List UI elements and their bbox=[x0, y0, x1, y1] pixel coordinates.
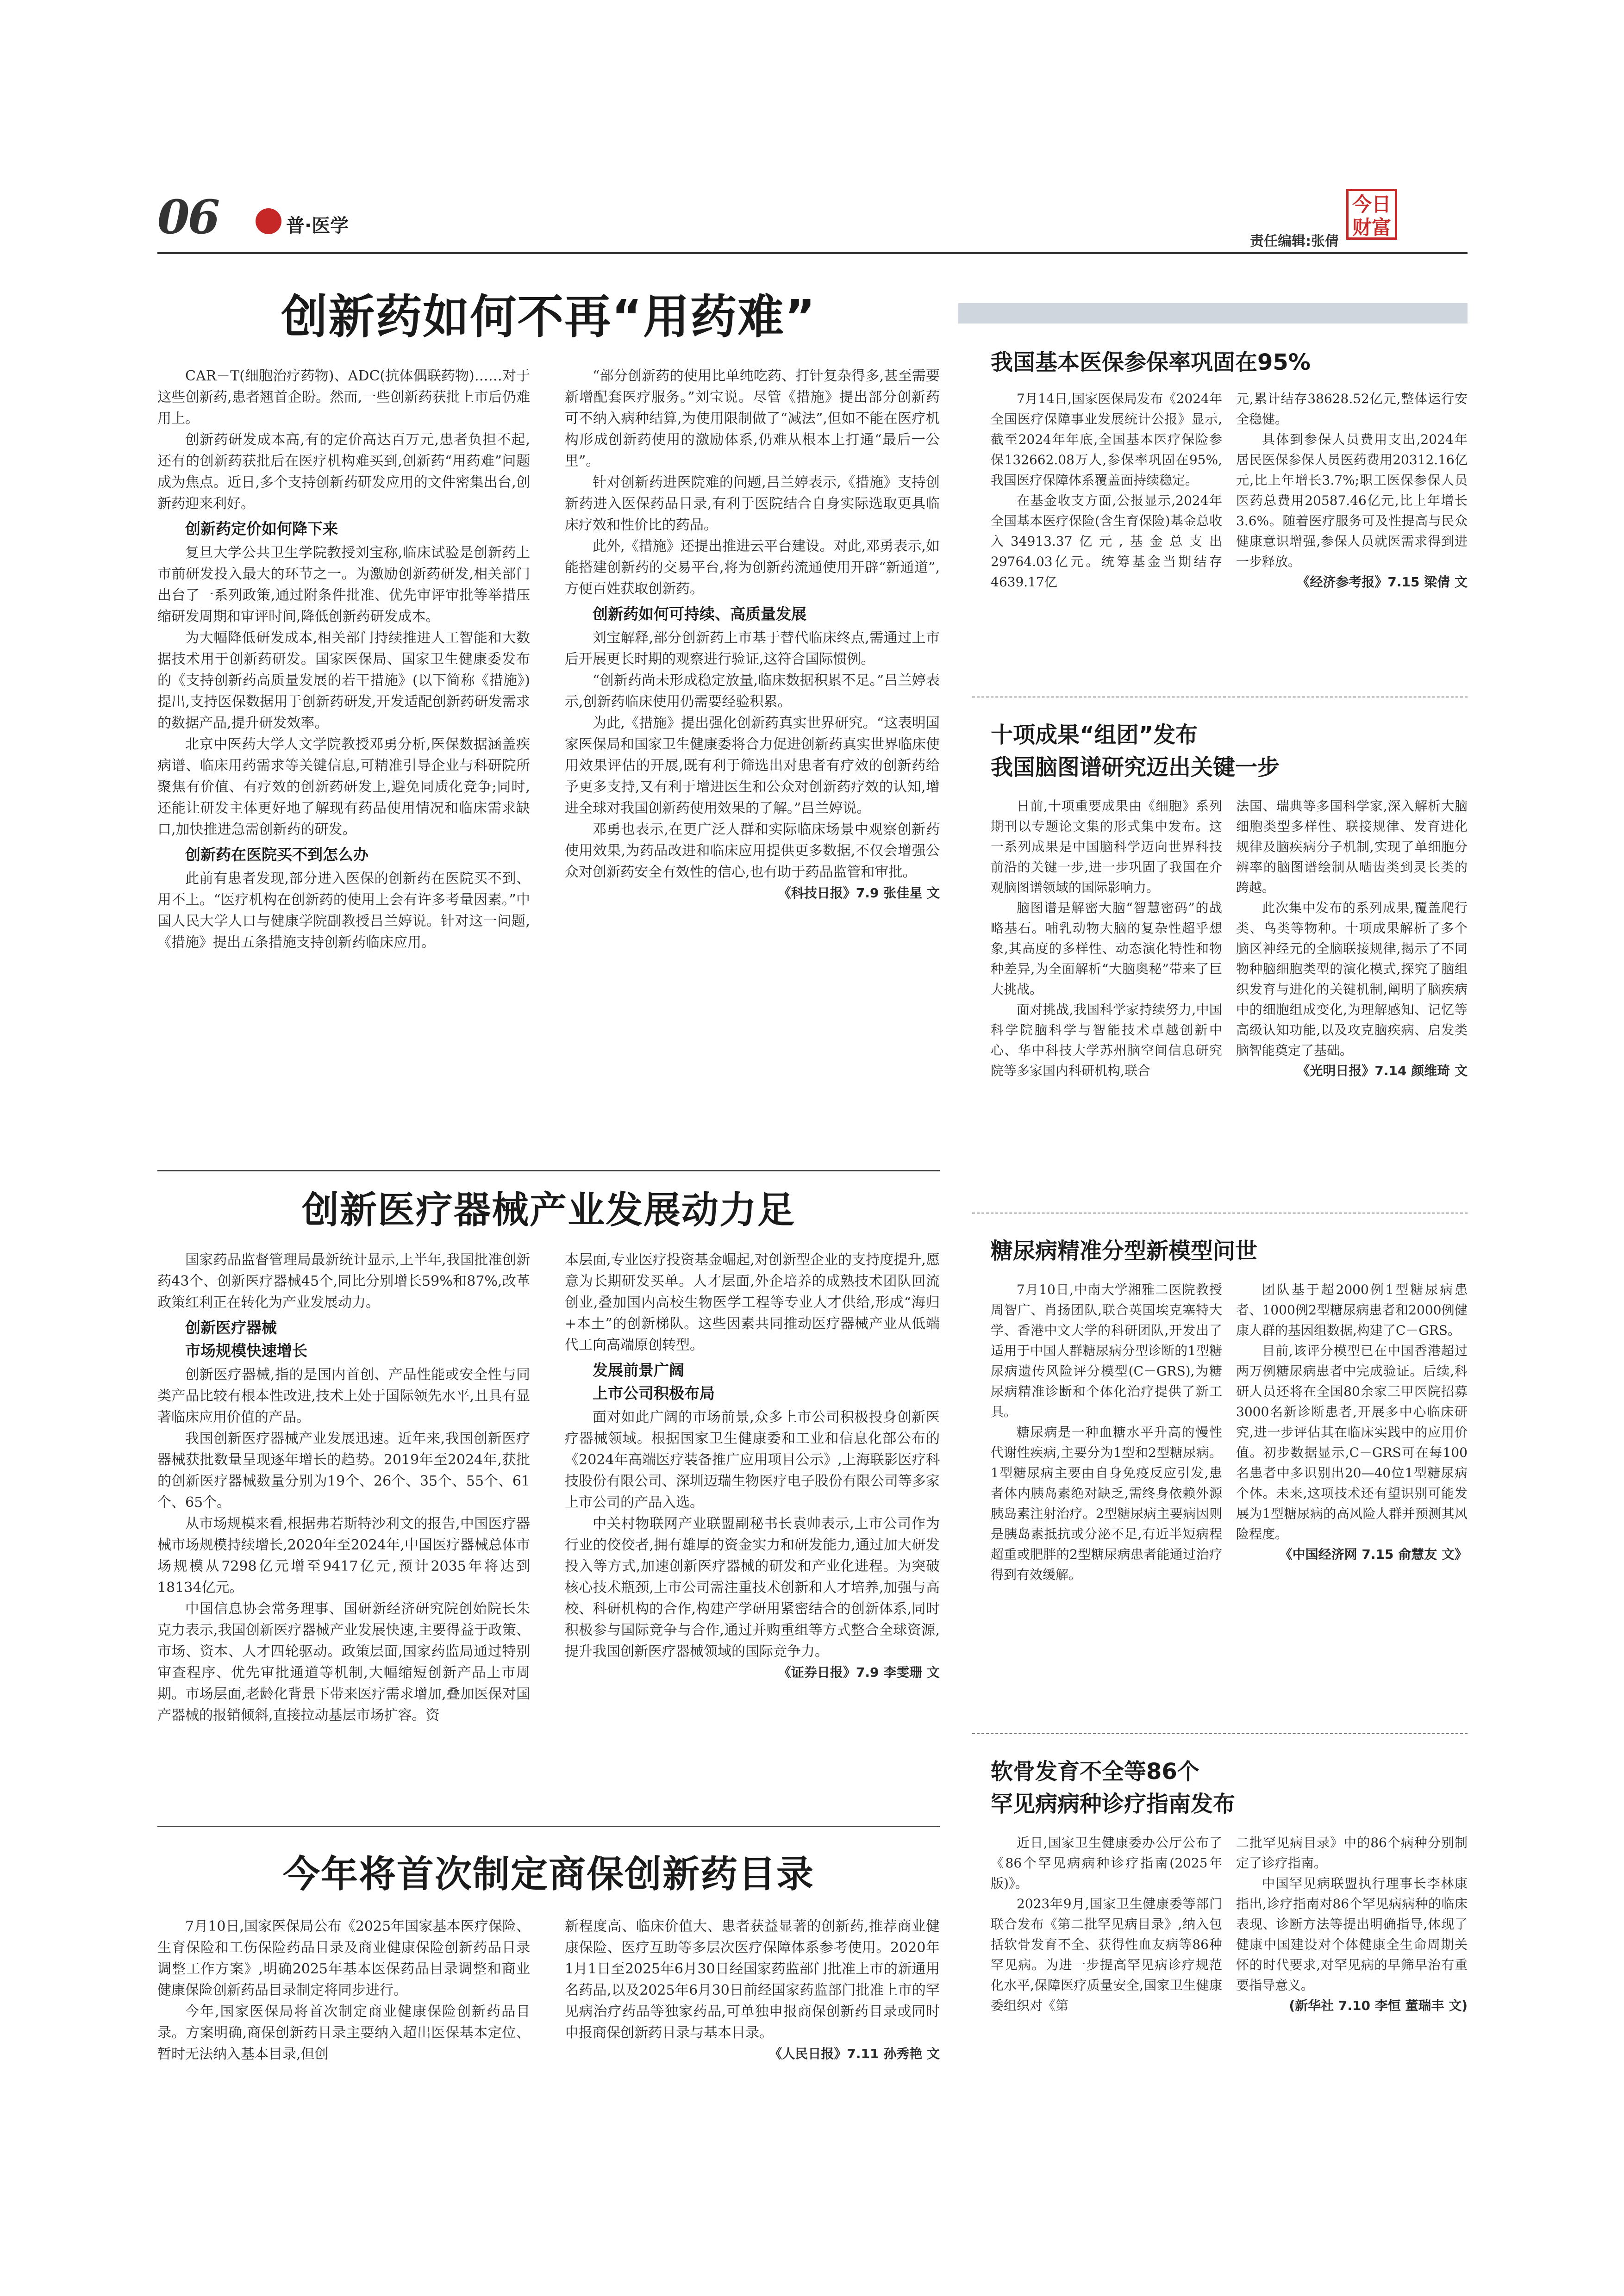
paragraph: 复旦大学公共卫生学院教授刘宝称,临床试验是创新药上市前研发投入最大的环节之一。为激励创新药研发,相关部门出台了一系列政策,通过附条件批准、优先审评审批等举措压缩研发周期和审评时间,降低创新药研发成本。 bbox=[157, 545, 530, 625]
paragraph: 创新医疗器械,指的是国内首创、产品性能或安全性与同类产品比较有根本性改进,技术上处于国际领先水平,且具有显著临床应用价值的产品。 bbox=[157, 1367, 530, 1425]
source-credit: 《中国经济网 7.15 俞慧友 文》 bbox=[1279, 1547, 1468, 1562]
paragraph: 此外,《措施》还提出推进云平台建设。对此,邓勇表示,如能搭建创新药的交易平台,将为创新药流通使用开辟“新通道”,方便百姓获取创新药。 bbox=[565, 538, 940, 597]
news-column bbox=[1236, 1280, 1468, 1565]
news-title: 十项成果“组团”发布 bbox=[991, 722, 1198, 748]
paragraph: 法国、瑞典等多国科学家,深入解析大脑细胞类型多样性、联接规律、发育进化规律及脑疾病分子机制,实现了单细胞分辨率的脑图谱绘制从啮齿类到灵长类的跨越。 bbox=[1236, 798, 1468, 895]
news-column bbox=[991, 389, 1222, 592]
news-title: 罕见病病种诊疗指南发布 bbox=[991, 1791, 1236, 1817]
subheading: 创新医疗器械 bbox=[185, 1319, 277, 1337]
paragraph: 7月10日,中南大学湘雅二医院教授周智广、肖扬团队,联合英国埃克塞特大学、香港中文大学的科研团队,开发出了适用于中国人群糖尿病分型诊断的1型糖尿病遗传风险评分模型(C－GRS),为糖尿病精准诊断和个体化治疗提供了新工具。 bbox=[991, 1282, 1222, 1419]
article-title: 创新药如何不再“用药难” bbox=[281, 290, 816, 344]
news-divider bbox=[972, 1733, 1468, 1734]
paragraph: 创新药研发成本高,有的定价高达百万元,患者负担不起,还有的创新药获批后在医疗机构难买到,创新药“用药难”问题成为焦点。近日,多个支持创新药研发应用的文件密集出台,创新药迎来利好。 bbox=[157, 432, 530, 512]
subheading: 上市公司积极布局 bbox=[593, 1384, 715, 1402]
news-title: 软骨发育不全等86个 bbox=[991, 1759, 1199, 1785]
subheading: 创新药如何可持续、高质量发展 bbox=[593, 605, 806, 623]
news-title: 糖尿病精准分型新模型问世 bbox=[991, 1238, 1258, 1264]
source-credit: 《科技日报》7.9 张佳星 文 bbox=[778, 885, 940, 901]
paragraph: 此次集中发布的系列成果,覆盖爬行类、鸟类等物种。十项成果解析了多个脑区神经元的全脑联接规律,揭示了不同物种脑细胞类型的演化模式,探究了脑组织发育与进化的关键机制,阐明了脑疾病中的细胞组成变化,为理解感知、记忆等高级认知功能,以及攻克脑疾病、启发类脑智能奠定了基础。 bbox=[1236, 900, 1468, 1058]
news-column bbox=[991, 1280, 1222, 1585]
paragraph: 团队基于超2000例1型糖尿病患者、1000例2型糖尿病患者和2000例健康人群的基因组数据,构建了C－GRS。 bbox=[1236, 1282, 1468, 1338]
paragraph: 国家药品监督管理局最新统计显示,上半年,我国批准创新药43个、创新医疗器械45个,同比分别增长59%和87%,改革政策红利正在转化为产业发展动力。 bbox=[157, 1252, 530, 1311]
article-column bbox=[157, 1250, 530, 1726]
article-column bbox=[157, 1916, 530, 2065]
news-column bbox=[1236, 1833, 1468, 2016]
paragraph: 在基金收支方面,公报显示,2024年全国基本医疗保险(含生育保险)基金总收入34913.37亿元,基金总支出29764.03亿元。统筹基金当期结存4639.17亿 bbox=[991, 493, 1222, 590]
source-credit: 《证券日报》7.9 李雯珊 文 bbox=[778, 1665, 940, 1680]
paragraph: 脑图谱是解密大脑“智慧密码”的战略基石。哺乳动物大脑的复杂性超乎想象,其高度的多样性、动态演化特性和物种差异,为全面解析“大脑奥秘”带来了巨大挑战。 bbox=[991, 900, 1222, 997]
article-column bbox=[157, 366, 530, 953]
paragraph: 目前,该评分模型已在中国香港超过两万例糖尿病患者中完成验证。后续,科研人员还将在全国80余家三甲医院招募3000名新诊断患者,开展多中心临床研究,进一步评估其在临床实践中的应用价值。初步数据显示,C－GRS可在每100名患者中多识别出20—40位1型糖尿病个体。未来,这项技术还有望识别可能发展为1型糖尿病的高风险人群并预测其风险程度。 bbox=[1236, 1343, 1468, 1542]
paragraph: 北京中医药大学人文学院教授邓勇分析,医保数据涵盖疾病谱、临床用药需求等关键信息,可精准引导企业与科研院所聚焦有价值、有疗效的创新药研发上,避免同质化竞争;同时,还能让研发主体更好地了解现有药品使用情况和临床需求缺口,加快推进急需创新药的研发。 bbox=[157, 736, 530, 838]
section-bar bbox=[958, 303, 1468, 324]
subheading: 市场规模快速增长 bbox=[185, 1342, 307, 1360]
paragraph: 中国信息协会常务理事、国研新经济研究院创始院长朱克力表示,我国创新医疗器械产业发展快速,主要得益于政策、市场、资本、人才四轮驱动。政策层面,国家药监局通过特别审查程序、优先审批通道等机制,大幅缩短创新产品上市周期。市场层面,老龄化背景下带来医疗需求增加,叠加医保对国产器械的报销倾斜,直接拉动基层市场扩容。资 bbox=[157, 1601, 530, 1724]
paragraph: 面对挑战,我国科学家持续努力,中国科学院脑科学与智能技术卓越创新中心、华中科技大学苏州脑空间信息研究院等多家国内科研机构,联合 bbox=[991, 1002, 1222, 1078]
paragraph: 此前有患者发现,部分进入医保的创新药在医院买不到、用不上。“医疗机构在创新药的使用上会有许多考量因素。”中国人民大学人口与健康学院副教授吕兰婷说。针对这一问题,《措施》提出五条措施支持创新药临床应用。 bbox=[157, 871, 530, 951]
paragraph: 7月10日,国家医保局公布《2025年国家基本医疗保险、生育保险和工伤保险药品目录及商业健康保险创新药品目录调整工作方案》,明确2025年基本医保药品目录调整和商业健康保险创新药品目录制定将同步进行。 bbox=[157, 1918, 530, 1998]
paragraph: 本层面,专业医疗投资基金崛起,对创新型企业的支持度提升,愿意为长期研发买单。人才层面,外企培养的成熟技术团队回流创业,叠加国内高校生物医学工程等专业人才供给,形成“海归+本土”的创新梯队。这些因素共同推动医疗器械产业从低端代工向高端原创转型。 bbox=[565, 1252, 940, 1353]
news-title: 我国基本医保参保率巩固在95% bbox=[991, 349, 1311, 375]
paragraph: 中国罕见病联盟执行理事长李林康指出,诊疗指南对86个罕见病病种的临床表现、诊断方法等提出明确指导,体现了健康中国建设对个体健康全生命周期关怀的时代要求,对罕见病的早筛早治有重要指导意义。 bbox=[1236, 1876, 1468, 1993]
paragraph: 针对创新药进医院难的问题,吕兰婷表示,《措施》支持创新药进入医保药品目录,有利于医院结合自身实际选取更具临床疗效和性价比的药品。 bbox=[565, 474, 940, 533]
source-credit: (新华社 7.10 李恒 董瑞丰 文) bbox=[1289, 1998, 1468, 2013]
paragraph: 邓勇也表示,在更广泛人群和实际临床场景中观察创新药使用效果,为药品改进和临床应用提供更多数据,不仅会增强公众对创新药安全有效性的信心,也有助于药品监管和审批。 bbox=[565, 821, 940, 880]
paragraph: 糖尿病是一种血糖水平升高的慢性代谢性疾病,主要分为1型和2型糖尿病。1型糖尿病主要由自身免疫反应引发,患者体内胰岛素绝对缺乏,需终身依赖外源胰岛素注射治疗。2型糖尿病主要病因则是胰岛素抵抗或分泌不足,有近半短病程超重或肥胖的2型糖尿病患者能通过治疗得到有效缓解。 bbox=[991, 1425, 1222, 1582]
subheading: 发展前景广阔 bbox=[593, 1361, 684, 1379]
paragraph: 为此,《措施》提出强化创新药真实世界研究。“这表明国家医保局和国家卫生健康委将合力促进创新药真实世界临床使用效果评估的开展,既有利于筛选出对患者有疗效的创新药给予更多支持,又有利于增进医生和公众对创新药疗效的认知,增进全球对我国创新药使用效果的了解。”吕兰婷说。 bbox=[565, 715, 940, 816]
section-label: 普·医学 bbox=[286, 215, 349, 236]
article-column bbox=[565, 366, 940, 903]
news-column bbox=[1236, 389, 1468, 592]
paragraph: 从市场规模来看,根据弗若斯特沙利文的报告,中国医疗器械市场规模持续增长,2020年至2024年,中国医疗器械总体市场规模从7298亿元增至9417亿元,预计2035年将达到18134亿元。 bbox=[157, 1516, 530, 1596]
subheading: 创新药定价如何降下来 bbox=[185, 520, 338, 538]
news-column bbox=[991, 1833, 1222, 2016]
page-number: 06 bbox=[157, 190, 219, 244]
source-credit: 《人民日报》7.11 孙秀艳 文 bbox=[769, 2046, 940, 2061]
paragraph: 为大幅降低研发成本,相关部门持续推进人工智能和大数据技术用于创新药研发。国家医保局、国家卫生健康委发布的《支持创新药高质量发展的若干措施》(以下简称《措施》)提出,支持医保数据用于创新药研发,开发适配创新药研发需求的数据产品,提升研发效率。 bbox=[157, 630, 530, 731]
source-credit: 《光明日报》7.14 颜维琦 文 bbox=[1297, 1063, 1468, 1078]
paragraph: 2023年9月,国家卫生健康委等部门联合发布《第二批罕见病目录》,纳入包括软骨发育不全、获得性血友病等86种罕见病。为进一步提高罕见病诊疗规范化水平,保障医疗质量安全,国家卫生健康委组织对《第 bbox=[991, 1896, 1222, 2013]
paragraph: 今年,国家医保局将首次制定商业健康保险创新药品目录。方案明确,商保创新药目录主要纳入超出医保基本定位、暂时无法纳入基本目录,但创 bbox=[157, 2004, 530, 2062]
paragraph: 二批罕见病目录》中的86个病种分别制定了诊疗指南。 bbox=[1236, 1835, 1468, 1871]
paragraph: 元,累计结存38628.52亿元,整体运行安全稳健。 bbox=[1236, 391, 1468, 427]
paragraph: “部分创新药的使用比单纯吃药、打针复杂得多,甚至需要新增配套医疗服务。”刘宝说。尽管《措施》提出部分创新药可不纳入病种结算,为使用限制做了“减法”,但如不能在医疗机构形成创新药使用的激励体系,仍难从根本上打通“最后一公里”。 bbox=[565, 368, 940, 469]
paragraph: 日前,十项重要成果由《细胞》系列期刊以专题论文集的形式集中发布。这一系列成果是中国脑科学迈向世界科技前沿的关键一步,进一步巩固了我国在介观脑图谱领域的国际影响力。 bbox=[991, 798, 1222, 895]
news-column bbox=[1236, 796, 1468, 1081]
article-title: 创新医疗器械产业发展动力足 bbox=[302, 1188, 795, 1232]
subheading: 创新药在医院买不到怎么办 bbox=[185, 846, 369, 864]
article-divider bbox=[157, 1170, 940, 1171]
news-title: 我国脑图谱研究迈出关键一步 bbox=[991, 754, 1280, 780]
paragraph: 近日,国家卫生健康委办公厅公布了《86个罕见病病种诊疗指南(2025年版)》。 bbox=[991, 1835, 1222, 1891]
header-rule bbox=[157, 252, 1468, 254]
paragraph: 刘宝解释,部分创新药上市基于替代临床终点,需通过上市后开展更长时期的观察进行验证,这符合国际惯例。 bbox=[565, 630, 940, 667]
article-divider bbox=[157, 1826, 940, 1827]
source-credit: 《经济参考报》7.15 梁倩 文 bbox=[1297, 574, 1468, 590]
newspaper-logo-icon bbox=[256, 208, 281, 234]
paragraph: 具体到参保人员费用支出,2024年居民医保参保人员医药费用20312.16亿元,比上年增长3.7%;职工医保参保人员医药总费用20587.46亿元,比上年增长3.6%。随着医疗服务可及性提高与民众健康意识增强,参保人员就医需求得到进一步释放。 bbox=[1236, 432, 1468, 569]
news-column bbox=[991, 796, 1222, 1081]
brand-logo: 今日财富 bbox=[1346, 189, 1397, 240]
article-column bbox=[565, 1250, 940, 1683]
editor-credit: 责任编辑:张倩 bbox=[1250, 233, 1339, 249]
paragraph: CAR－T(细胞治疗药物)、ADC(抗体偶联药物)……对于这些创新药,患者翘首企盼。然而,一些创新药获批上市后仍难用上。 bbox=[157, 368, 530, 427]
article-column bbox=[565, 1916, 940, 2064]
paragraph: 7月14日,国家医保局发布《2024年全国医疗保障事业发展统计公报》显示,截至2024年年底,全国基本医疗保险参保132662.08万人,参保率巩固在95%,我国医疗保障体系覆盖面持续稳定。 bbox=[991, 391, 1222, 488]
paragraph: 新程度高、临床价值大、患者获益显著的创新药,推荐商业健康保险、医疗互助等多层次医疗保障体系参考使用。2020年1月1日至2025年6月30日经国家药监部门批准上市的新通用名药品,以及2025年6月30日前经国家药监部门批准上市的罕见病治疗药品等独家药品,可单独申报商保创新药目录或同时申报商保创新药目录与基本目录。 bbox=[565, 1918, 940, 2041]
paragraph: 我国创新医疗器械产业发展迅速。近年来,我国创新医疗器械获批数量呈现逐年增长的趋势。2019年至2024年,获批的创新医疗器械数量分别为19个、26个、35个、55个、61个、65个。 bbox=[157, 1431, 530, 1511]
article-title: 今年将首次制定商保创新药目录 bbox=[283, 1853, 814, 1896]
paragraph: 中关村物联网产业联盟副秘书长袁帅表示,上市公司作为行业的佼佼者,拥有雄厚的资金实力和研发能力,通过加大研发投入等方式,加速创新医疗器械的研发和产业化进程。为突破核心技术瓶颈,上市公司需注重技术创新和人才培养,加强与高校、科研机构的合作,构建产学研用紧密结合的创新体系,同时积极参与国际竞争与合作,通过并购重组等方式整合全球资源,提升我国创新医疗器械领域的国际竞争力。 bbox=[565, 1516, 940, 1660]
paragraph: 面对如此广阔的市场前景,众多上市公司积极投身创新医疗器械领域。根据国家卫生健康委和工业和信息化部公布的《2024年高端医疗装备推广应用项目公示》,上海联影医疗科技股份有限公司、深圳迈瑞生物医疗电子股份有限公司等多家上市公司的产品入选。 bbox=[565, 1409, 940, 1511]
paragraph: “创新药尚未形成稳定放量,临床数据积累不足。”吕兰婷表示,创新药临床使用仍需要经验积累。 bbox=[565, 672, 940, 710]
